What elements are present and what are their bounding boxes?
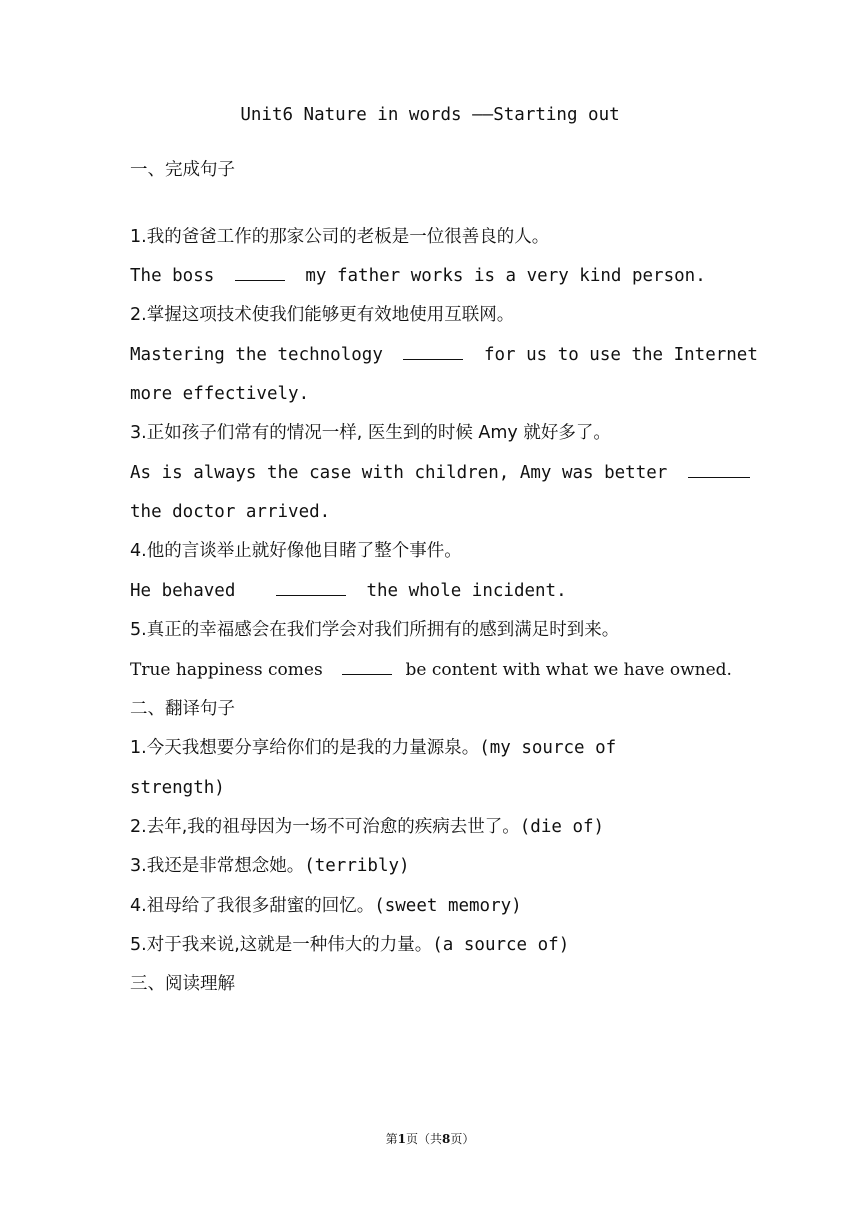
page-footer: 第1页（共8页） [385,1132,475,1146]
section-heading-reading: 三、阅读理解 [130,974,235,994]
answer-blank[interactable] [342,658,392,675]
question-2-english-cont: more effectively. [130,384,310,404]
question-2-chinese: 2.掌握这项技术使我们能够更有效地使用互联网。 [130,305,515,325]
answer-blank[interactable] [688,461,750,478]
translate-1-cont: strength) [130,778,225,798]
question-3-english-cont: the doctor arrived. [130,502,331,522]
question-4-english: He behaved the whole incident. [130,581,567,601]
question-1-chinese: 1.我的爸爸工作的那家公司的老板是一位很善良的人。 [130,227,550,247]
answer-blank[interactable] [276,579,346,596]
section-heading-translate-sentences: 二、翻译句子 [130,699,235,719]
translate-2: 2.去年,我的祖母因为一场不可治愈的疾病去世了。(die of) [130,817,605,837]
question-3-english: As is always the case with children, Amy was better [130,461,750,485]
translate-5: 5.对于我来说,这就是一种伟大的力量。(a source of) [130,935,570,955]
answer-blank[interactable] [403,343,463,360]
question-3-chinese: 3.正如孩子们常有的情况一样, 医生到的时候 Amy 就好多了。 [130,423,611,443]
section-heading-complete-sentences: 一、完成句子 [130,160,235,180]
translate-1: 1.今天我想要分享给你们的是我的力量源泉。(my source of [130,738,617,758]
question-1-english: The boss my father works is a very kind person. [130,266,706,286]
total-page-count: 8 [442,1132,451,1146]
question-2-english: Mastering the technology for us to use the Internet [130,345,758,365]
question-4-chinese: 4.他的言谈举止就好像他目睹了整个事件。 [130,541,462,561]
document-title: Unit6 Nature in words ——Starting out [240,105,620,125]
answer-blank[interactable] [235,264,285,281]
translate-4: 4.祖母给了我很多甜蜜的回忆。(sweet memory) [130,896,522,916]
translate-3: 3.我还是非常想念她。(terribly) [130,856,410,876]
question-5-chinese: 5.真正的幸福感会在我们学会对我们所拥有的感到满足时到来。 [130,620,620,640]
question-5-english: True happiness comes be content with what we have owned. [130,660,732,680]
current-page-number: 1 [397,1132,406,1146]
